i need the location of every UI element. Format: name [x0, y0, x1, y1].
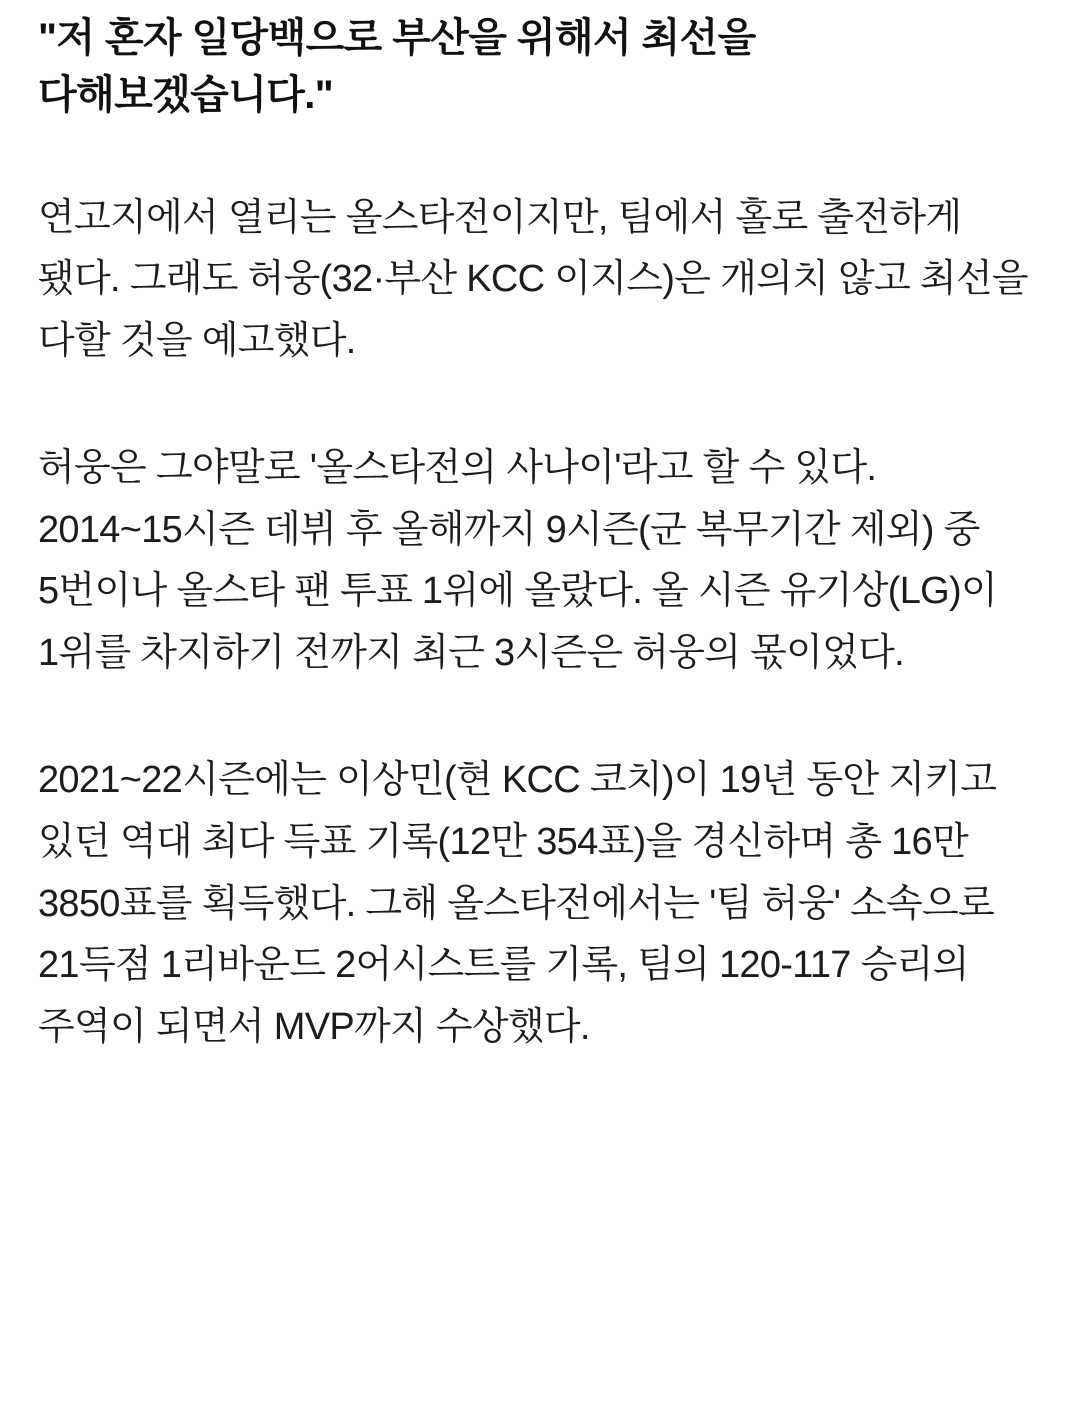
- article-paragraph-2: 허웅은 그야말로 '올스타전의 사나이'라고 할 수 있다. 2014~15시즌 데뷔 후 올해까지 9시즌(군 복무기간 제외) 중 5번이나 올스타 팬 투표 1위에 올랐다. 올 시즌 유기상(LG)이 1위를 차지하기 전까지 최근 3시즌은 허웅의 몫이었다.: [38, 447, 997, 674]
- article-lead-quote: "저 혼자 일당백으로 부산을 위해서 최선을 다해보겠습니다.": [38, 16, 756, 117]
- article-paragraph-3: 2021~22시즌에는 이상민(현 KCC 코치)이 19년 동안 지키고 있던 역대 최다 득표 기록(12만 354표)을 경신하며 총 16만 3850표를 획득했다. 그해 올스타전에서는 '팀 허웅' 소속으로 21득점 1리바운드 2어시스트를 기록, 팀의 120-117 승리의 주역이 되면서 MVP까지 수상했다.: [38, 759, 997, 1048]
- article-paragraph-1: 연고지에서 열리는 올스타전이지만, 팀에서 홀로 출전하게 됐다. 그래도 허웅(32·부산 KCC 이지스)은 개의치 않고 최선을 다할 것을 예고했다.: [38, 196, 1028, 362]
